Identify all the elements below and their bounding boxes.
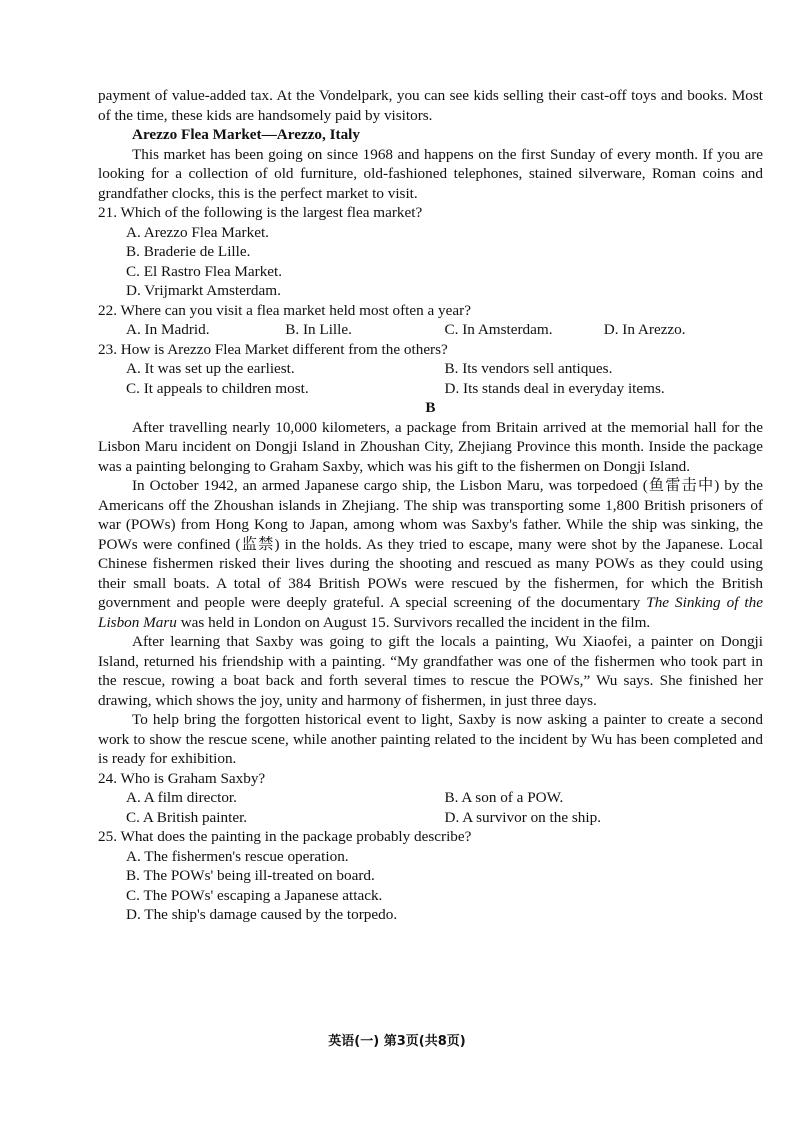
- question-text: 23. How is Arezzo Flea Market different from the others?: [98, 340, 448, 358]
- passage-a-continued: payment of value-added tax. At the Vondelpark, you can see kids selling their cast-off toys and books. Most of the time, these kids are handsomely paid by visitors.: [98, 87, 763, 124]
- paragraph-text: In October 1942, an armed Japanese cargo ship, the Lisbon Maru, was torpedoed (鱼雷击中) by the Americans off the Zhoushan islands in Zhejiang. The ship was transporting some 1,800 British prisoners of war (POWs) from Hong Kong to Japan, among whom was Saxby's father. While the ship was sinking, the POWs were confined (监禁) in the holds. As they tried to escape, many were shot by the Japanese. Local Chinese fishermen risked their lives during the shooting and rescued as many POWs as they could using their small boats. A total of 384 British POWs were rescued by the fishermen, for which the British government and people were deeply grateful. A special screening of the documentary: [98, 477, 763, 611]
- option-b: B. Its vendors sell antiques.: [444, 360, 613, 377]
- option-d: D. A survivor on the ship.: [444, 808, 602, 826]
- option-row: [98, 320, 763, 340]
- paragraph-text: was held in London on August 15. Survivors recalled the incident in the film.: [176, 613, 651, 631]
- option-a: A. The fishermen's rescue operation.: [126, 847, 349, 865]
- option-c: C. The POWs' escaping a Japanese attack.: [126, 886, 383, 904]
- option-a: A. A film director.: [126, 789, 237, 806]
- option-a: A. It was set up the earliest.: [126, 360, 295, 377]
- option-list: [98, 847, 763, 925]
- question-text: 22. Where can you visit a flea market held most often a year?: [98, 301, 471, 319]
- question-text: 24. Who is Graham Saxby?: [98, 769, 266, 787]
- question-25: [98, 827, 763, 925]
- option-a: A. In Madrid.: [126, 321, 210, 338]
- option-c: C. It appeals to children most.: [126, 379, 309, 397]
- option-d: D. Its stands deal in everyday items.: [444, 379, 665, 397]
- option-d: D. In Arezzo.: [603, 321, 686, 338]
- passage-b-paragraph-1: After travelling nearly 10,000 kilometers, a package from Britain arrived at the memorial hall for the Lisbon Maru incident on Dongji Island in Zhoushan City, Zhejiang Province this month. Inside the package was a painting belonging to Graham Saxby, which was his gift to the fishermen on Dongji Island.: [98, 418, 763, 475]
- question-21: [98, 203, 763, 301]
- option-d: D. Vrijmarkt Amsterdam.: [126, 282, 281, 299]
- option-b: B. Braderie de Lille.: [126, 243, 251, 260]
- option-a: A. Arezzo Flea Market.: [126, 223, 269, 241]
- market-heading: Arezzo Flea Market—Arezzo, Italy: [132, 126, 360, 143]
- option-c: C. A British painter.: [126, 808, 248, 826]
- option-list: [98, 223, 763, 301]
- question-24: [98, 769, 763, 828]
- page-text: [98, 86, 763, 925]
- option-d: D. The ship's damage caused by the torpedo.: [126, 906, 398, 923]
- option-row: [98, 808, 763, 828]
- section-b-label: B: [425, 399, 436, 416]
- question-text: 21. Which of the following is the largest flea market?: [98, 204, 423, 221]
- passage-b-paragraph-4: To help bring the forgotten historical event to light, Saxby is now asking a painter to create a second work to show the rescue scene, while another painting related to the incident by Wu has been completed and is ready for exhibition.: [98, 711, 763, 767]
- option-row: [98, 379, 763, 399]
- question-22: [98, 301, 763, 340]
- option-c: C. El Rastro Flea Market.: [126, 262, 283, 280]
- option-b: B. The POWs' being ill-treated on board.: [126, 867, 375, 884]
- market-description: This market has been going on since 1968 and happens on the first Sunday of every month. If you are looking for a collection of old furniture, old-fashioned telephones, stained silverware, Roman coins and grandfather clocks, this is the perfect market to visit.: [98, 145, 763, 202]
- option-c: C. In Amsterdam.: [444, 321, 553, 338]
- question-23: [98, 340, 763, 399]
- page-footer: 英语(一) 第3页(共8页): [328, 1034, 466, 1049]
- documentary-title: The Sinking of the Lisbon Maru: [98, 594, 763, 631]
- question-text: 25. What does the painting in the package probably describe?: [98, 828, 472, 845]
- option-b: B. In Lille.: [285, 321, 352, 338]
- passage-b-paragraph-3: After learning that Saxby was going to gift the locals a painting, Wu Xiaofei, a painter on Dongji Island, returned his friendship with a painting. “My grandfather was one of the fishermen who took part in the rescue, rowing a boat back and forth several times to rescue the POWs,” Wu says. She finished her drawing, which shows the joy, unity and harmony of fishermen, in just three days.: [98, 633, 763, 709]
- option-b: B. A son of a POW.: [444, 789, 564, 806]
- passage-b-paragraph-2: [98, 476, 763, 632]
- option-row: [98, 788, 763, 808]
- option-row: [98, 359, 763, 379]
